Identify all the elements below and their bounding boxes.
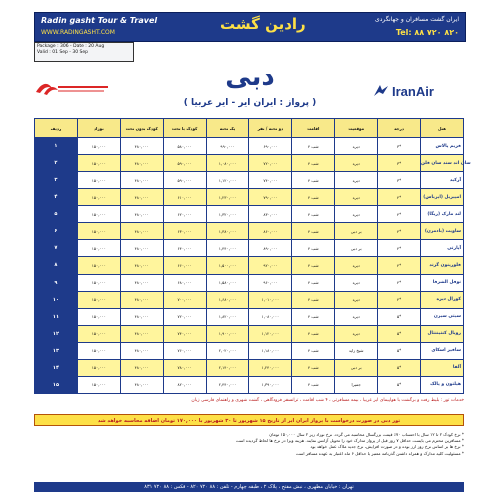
child-no-bed-price-cell: ۴۸۰,۰۰۰ bbox=[120, 155, 163, 172]
hotel-name-cell: سافیر اسکای bbox=[421, 342, 464, 359]
star-rating-cell: ۴* bbox=[378, 257, 421, 274]
hotel-name-cell: آرکید bbox=[421, 172, 464, 189]
stay-cell: ۴ شب bbox=[292, 189, 335, 206]
star-rating-cell: ۴* bbox=[378, 291, 421, 308]
hotel-name-cell: کورال دیره bbox=[421, 291, 464, 308]
phone-number: Tel: ۸۸ ۷۲۰ ۸۲۰ bbox=[395, 28, 459, 37]
star-rating-cell: ۳* bbox=[378, 172, 421, 189]
child-no-bed-price-cell: ۴۸۰,۰۰۰ bbox=[120, 342, 163, 359]
hotel-name-cell: سان اند سند سان فلن bbox=[421, 155, 464, 172]
air-arabia-logo-mark bbox=[34, 78, 110, 98]
hotel-name-cell: فریم پالاس bbox=[421, 138, 464, 155]
table-row bbox=[35, 359, 464, 376]
stay-cell: ۴ شب bbox=[292, 172, 335, 189]
row-number-cell: ۴ bbox=[35, 189, 78, 206]
table-header-row bbox=[35, 119, 464, 138]
double-price-cell: ۱,۲۴۰,۰۰۰ bbox=[249, 359, 292, 376]
location-cell: شیخ زاید bbox=[335, 342, 378, 359]
stay-cell: ۴ شب bbox=[292, 376, 335, 393]
child-with-bed-price-cell: ۶۳۰,۰۰۰ bbox=[163, 223, 206, 240]
location-cell: دیره bbox=[335, 189, 378, 206]
row-number-cell: ۱۲ bbox=[35, 325, 78, 342]
child-with-bed-price-cell: ۶۱۰,۰۰۰ bbox=[163, 189, 206, 206]
col-header: یک تخته bbox=[206, 119, 249, 138]
header-banner bbox=[34, 12, 466, 42]
single-price-cell: ۱,۶۸۰,۰۰۰ bbox=[206, 291, 249, 308]
package-line: Package : 306 - Date : 20 Aug bbox=[37, 44, 105, 49]
agency-title: رادین گشت bbox=[220, 15, 306, 33]
star-rating-cell: ۴* bbox=[378, 240, 421, 257]
hotel-name-cell: امپیریل (ایرباس) bbox=[421, 189, 464, 206]
agency-subtitle: ایران گشت مسافران و جهانگردی bbox=[375, 16, 459, 23]
star-rating-cell: ۵* bbox=[378, 359, 421, 376]
child-no-bed-price-cell: ۴۸۰,۰۰۰ bbox=[120, 257, 163, 274]
star-rating-cell: ۴* bbox=[378, 274, 421, 291]
location-cell: دیره bbox=[335, 172, 378, 189]
table-row bbox=[35, 325, 464, 342]
stay-cell: ۴ شب bbox=[292, 257, 335, 274]
star-rating-cell: ۴* bbox=[378, 223, 421, 240]
infant-price-cell: ۱۵۰,۰۰۰ bbox=[77, 240, 120, 257]
child-with-bed-price-cell: ۶۶۰,۰۰۰ bbox=[163, 257, 206, 274]
row-number-cell: ۶ bbox=[35, 223, 78, 240]
row-number-cell: ۱۱ bbox=[35, 308, 78, 325]
star-rating-cell: ۳* bbox=[378, 155, 421, 172]
row-number-cell: ۱۵ bbox=[35, 376, 78, 393]
infant-price-cell: ۱۵۰,۰۰۰ bbox=[77, 291, 120, 308]
iranair-logo bbox=[372, 82, 468, 102]
single-price-cell: ۱,۰۸۰,۰۰۰ bbox=[206, 155, 249, 172]
infant-price-cell: ۱۵۰,۰۰۰ bbox=[77, 257, 120, 274]
location-cell: دیره bbox=[335, 155, 378, 172]
col-header: نوزاد bbox=[77, 119, 120, 138]
double-price-cell: ۸۹۰,۰۰۰ bbox=[249, 240, 292, 257]
hotel-name-cell: ساویت (بادمزن) bbox=[421, 223, 464, 240]
child-with-bed-price-cell: ۶۴۰,۰۰۰ bbox=[163, 240, 206, 257]
infant-price-cell: ۱۵۰,۰۰۰ bbox=[77, 308, 120, 325]
hotel-rates-table bbox=[34, 118, 471, 394]
hotel-name-cell: نوفل الشرفا bbox=[421, 274, 464, 291]
location-cell: بر دبی bbox=[335, 359, 378, 376]
term-item: * نرخ ها بر اساس نرخ روز ارز بوده و در صورت افزایش، نرخ جدید ملاک عمل خواهد بود bbox=[310, 444, 464, 450]
table-row bbox=[35, 172, 464, 189]
col-header: درجه bbox=[378, 119, 421, 138]
stay-cell: ۴ شب bbox=[292, 155, 335, 172]
location-cell: جمیرا bbox=[335, 376, 378, 393]
star-rating-cell: ۴* bbox=[378, 189, 421, 206]
row-number-cell: ۹ bbox=[35, 274, 78, 291]
stay-cell: ۴ شب bbox=[292, 274, 335, 291]
col-header: کودک با تخت bbox=[163, 119, 206, 138]
child-no-bed-price-cell: ۴۸۰,۰۰۰ bbox=[120, 359, 163, 376]
row-number-cell: ۱ bbox=[35, 138, 78, 155]
child-no-bed-price-cell: ۴۸۰,۰۰۰ bbox=[120, 172, 163, 189]
infant-price-cell: ۱۵۰,۰۰۰ bbox=[77, 206, 120, 223]
child-with-bed-price-cell: ۷۲۰,۰۰۰ bbox=[163, 308, 206, 325]
hotel-name-cell: آپارتی bbox=[421, 240, 464, 257]
location-cell: بر دبی bbox=[335, 223, 378, 240]
row-number-cell: ۱۴ bbox=[35, 359, 78, 376]
iranair-wordmark: IranAir bbox=[392, 84, 434, 99]
package-info bbox=[34, 42, 134, 62]
child-no-bed-price-cell: ۴۸۰,۰۰۰ bbox=[120, 308, 163, 325]
single-price-cell: ۱,۴۴۰,۰۰۰ bbox=[206, 240, 249, 257]
hotel-name-cell: سیتی سیزن bbox=[421, 308, 464, 325]
table-row bbox=[35, 342, 464, 359]
child-no-bed-price-cell: ۴۸۰,۰۰۰ bbox=[120, 138, 163, 155]
child-with-bed-price-cell: ۸۲۰,۰۰۰ bbox=[163, 376, 206, 393]
infant-price-cell: ۱۵۰,۰۰۰ bbox=[77, 223, 120, 240]
double-price-cell: ۷۲۰,۰۰۰ bbox=[249, 155, 292, 172]
star-rating-cell: ۵* bbox=[378, 342, 421, 359]
location-cell: دیره bbox=[335, 138, 378, 155]
col-header: هتل bbox=[421, 119, 464, 138]
hotel-name-cell: لند مارک (ریگا) bbox=[421, 206, 464, 223]
star-rating-cell: ۵* bbox=[378, 325, 421, 342]
child-with-bed-price-cell: ۶۸۰,۰۰۰ bbox=[163, 274, 206, 291]
infant-price-cell: ۱۵۰,۰۰۰ bbox=[77, 325, 120, 342]
table-row bbox=[35, 240, 464, 257]
double-price-cell: ۹۶۰,۰۰۰ bbox=[249, 274, 292, 291]
child-with-bed-price-cell: ۵۹۰,۰۰۰ bbox=[163, 172, 206, 189]
table-row bbox=[35, 138, 464, 155]
single-price-cell: ۱,۳۲۰,۰۰۰ bbox=[206, 206, 249, 223]
location-cell: بر دبی bbox=[335, 240, 378, 257]
hotel-name-cell: رویال کنتیننتال bbox=[421, 325, 464, 342]
location-cell: دیره bbox=[335, 206, 378, 223]
child-with-bed-price-cell: ۷۸۰,۰۰۰ bbox=[163, 359, 206, 376]
infant-price-cell: ۱۵۰,۰۰۰ bbox=[77, 274, 120, 291]
brand-name: Radin gasht Tour & Travel bbox=[41, 16, 158, 25]
hotel-name-cell: هیلتون و پالک bbox=[421, 376, 464, 393]
single-price-cell: ۹۹۰,۰۰۰ bbox=[206, 138, 249, 155]
star-rating-cell: ۳* bbox=[378, 138, 421, 155]
table-row bbox=[35, 291, 464, 308]
child-no-bed-price-cell: ۴۸۰,۰۰۰ bbox=[120, 325, 163, 342]
single-price-cell: ۱,۱۲۰,۰۰۰ bbox=[206, 172, 249, 189]
validity-line: Valid : 01 Sep - 30 Sep bbox=[37, 50, 88, 55]
terms-list bbox=[34, 432, 464, 457]
destination-title: دبی bbox=[225, 62, 275, 92]
child-no-bed-price-cell: ۴۸۰,۰۰۰ bbox=[120, 206, 163, 223]
location-cell: دیره bbox=[335, 291, 378, 308]
table-row bbox=[35, 257, 464, 274]
stay-cell: ۴ شب bbox=[292, 206, 335, 223]
term-item: * مسئولیت کلیه مدارک و همراه داشتن گذرنامه معتبر با حداقل ۶ ماه اعتبار به عهده مسافر است bbox=[295, 450, 464, 456]
infant-price-cell: ۱۵۰,۰۰۰ bbox=[77, 359, 120, 376]
single-price-cell: ۱,۸۲۰,۰۰۰ bbox=[206, 308, 249, 325]
child-with-bed-price-cell: ۶۲۰,۰۰۰ bbox=[163, 206, 206, 223]
iranair-surcharge-note: تور دبی در صورت درخواست با پرواز ایران ایر از تاریخ ۱۵ شهریور تا ۳۰ شهریور با ۱۷۰,۰۰۰ تومان اضافه محاسبه خواهد شد bbox=[34, 414, 464, 426]
child-no-bed-price-cell: ۴۸۰,۰۰۰ bbox=[120, 376, 163, 393]
row-number-cell: ۱۰ bbox=[35, 291, 78, 308]
row-number-cell: ۳ bbox=[35, 172, 78, 189]
double-price-cell: ۱,۱۸۰,۰۰۰ bbox=[249, 342, 292, 359]
double-price-cell: ۸۳۰,۰۰۰ bbox=[249, 206, 292, 223]
hotel-name-cell: فلورینون گرند bbox=[421, 257, 464, 274]
single-price-cell: ۲,۴۴۰,۰۰۰ bbox=[206, 376, 249, 393]
row-number-cell: ۵ bbox=[35, 206, 78, 223]
infant-price-cell: ۱۵۰,۰۰۰ bbox=[77, 342, 120, 359]
col-header: موقعیت bbox=[335, 119, 378, 138]
double-price-cell: ۷۴۰,۰۰۰ bbox=[249, 172, 292, 189]
location-cell: دیره bbox=[335, 308, 378, 325]
stay-cell: ۴ شب bbox=[292, 240, 335, 257]
row-number-cell: ۷ bbox=[35, 240, 78, 257]
row-number-cell: ۸ bbox=[35, 257, 78, 274]
tour-services-note: خدمات تور : بلیط رفت و برگشت با هواپیمای ایر عربیا ، بیمه مسافرتی ، ۴ شب اقامت ، ترانسفر فرودگاهی ، گشت شهری و راهنمای فارسی زبان bbox=[191, 398, 464, 403]
row-number-cell: ۲ bbox=[35, 155, 78, 172]
child-no-bed-price-cell: ۴۸۰,۰۰۰ bbox=[120, 274, 163, 291]
row-number-cell: ۱۳ bbox=[35, 342, 78, 359]
single-price-cell: ۱,۵۰۰,۰۰۰ bbox=[206, 257, 249, 274]
table-row bbox=[35, 206, 464, 223]
stay-cell: ۴ شب bbox=[292, 342, 335, 359]
infant-price-cell: ۱۵۰,۰۰۰ bbox=[77, 155, 120, 172]
col-header: اقامت bbox=[292, 119, 335, 138]
footer-address: تهران : خیابان مطهری ، نبش مفتح ، پلاک ۲ ، طبقه چهارم - تلفن : ۸۸ ۷۲۰ ۸۲۰ - فکس : ۸۸ ۷۲۰ ۸۳۱ bbox=[34, 482, 464, 492]
stay-cell: ۴ شب bbox=[292, 223, 335, 240]
stay-cell: ۴ شب bbox=[292, 138, 335, 155]
child-with-bed-price-cell: ۵۸۰,۰۰۰ bbox=[163, 138, 206, 155]
star-rating-cell: ۴* bbox=[378, 206, 421, 223]
single-price-cell: ۱,۹۰۰,۰۰۰ bbox=[206, 325, 249, 342]
single-price-cell: ۱,۳۸۰,۰۰۰ bbox=[206, 223, 249, 240]
single-price-cell: ۱,۲۳۰,۰۰۰ bbox=[206, 189, 249, 206]
stay-cell: ۴ شب bbox=[292, 291, 335, 308]
infant-price-cell: ۱۵۰,۰۰۰ bbox=[77, 138, 120, 155]
single-price-cell: ۱,۵۸۰,۰۰۰ bbox=[206, 274, 249, 291]
hotel-name-cell: آلفا bbox=[421, 359, 464, 376]
location-cell: دیره bbox=[335, 325, 378, 342]
table-row bbox=[35, 376, 464, 393]
double-price-cell: ۱,۰۸۰,۰۰۰ bbox=[249, 308, 292, 325]
location-cell: دیره bbox=[335, 257, 378, 274]
stay-cell: ۴ شب bbox=[292, 308, 335, 325]
double-price-cell: ۱,۰۱۰,۰۰۰ bbox=[249, 291, 292, 308]
table-row bbox=[35, 223, 464, 240]
infant-price-cell: ۱۵۰,۰۰۰ bbox=[77, 189, 120, 206]
term-item: * مسافرین محترم می بایست حداقل ۷ روز قبل از پرواز مدارک خود را تحویل آژانس نمایند. هزینه ویزا در نرخ ها لحاظ گردیده است bbox=[235, 438, 464, 444]
col-header: ردیف bbox=[35, 119, 78, 138]
double-price-cell: ۱,۳۹۰,۰۰۰ bbox=[249, 376, 292, 393]
table-body bbox=[35, 138, 471, 394]
child-with-bed-price-cell: ۵۹۰,۰۰۰ bbox=[163, 155, 206, 172]
air-arabia-logo bbox=[34, 78, 110, 98]
table-row bbox=[35, 189, 464, 206]
term-item: * نرخ کودک ۲ تا ۱۲ سال با احتساب ۷۰٪ قیمت بزرگسال محاسبه می گردد. نرخ نوزاد زیر ۲ سال ۱۵۰,۰۰۰ تومان bbox=[269, 432, 464, 437]
stay-cell: ۴ شب bbox=[292, 359, 335, 376]
double-price-cell: ۱,۱۲۰,۰۰۰ bbox=[249, 325, 292, 342]
double-price-cell: ۹۲۰,۰۰۰ bbox=[249, 257, 292, 274]
star-rating-cell: ۵* bbox=[378, 308, 421, 325]
col-header: کودک بدون تخت bbox=[120, 119, 163, 138]
double-price-cell: ۸۶۰,۰۰۰ bbox=[249, 223, 292, 240]
single-price-cell: ۲,۱۴۰,۰۰۰ bbox=[206, 359, 249, 376]
table-row bbox=[35, 308, 464, 325]
double-price-cell: ۶۹۰,۰۰۰ bbox=[249, 138, 292, 155]
child-with-bed-price-cell: ۷۶۰,۰۰۰ bbox=[163, 342, 206, 359]
child-with-bed-price-cell: ۷۴۰,۰۰۰ bbox=[163, 325, 206, 342]
star-rating-cell: ۵* bbox=[378, 376, 421, 393]
child-no-bed-price-cell: ۴۸۰,۰۰۰ bbox=[120, 240, 163, 257]
child-no-bed-price-cell: ۴۸۰,۰۰۰ bbox=[120, 223, 163, 240]
location-cell: دیره bbox=[335, 274, 378, 291]
website-link[interactable]: WWW.RADINGASHT.COM bbox=[41, 29, 115, 36]
child-no-bed-price-cell: ۴۸۰,۰۰۰ bbox=[120, 189, 163, 206]
single-price-cell: ۲,۰۲۰,۰۰۰ bbox=[206, 342, 249, 359]
child-no-bed-price-cell: ۴۸۰,۰۰۰ bbox=[120, 291, 163, 308]
flight-route: ( پرواز : ایران ایر - ایر عربیا ) bbox=[183, 98, 317, 108]
table-row bbox=[35, 155, 464, 172]
iranair-bird-icon bbox=[372, 82, 390, 100]
double-price-cell: ۷۹۰,۰۰۰ bbox=[249, 189, 292, 206]
table-row bbox=[35, 274, 464, 291]
stay-cell: ۴ شب bbox=[292, 325, 335, 342]
child-with-bed-price-cell: ۷۰۰,۰۰۰ bbox=[163, 291, 206, 308]
col-header: دو تخته / نفر bbox=[249, 119, 292, 138]
infant-price-cell: ۱۵۰,۰۰۰ bbox=[77, 172, 120, 189]
infant-price-cell: ۱۵۰,۰۰۰ bbox=[77, 376, 120, 393]
